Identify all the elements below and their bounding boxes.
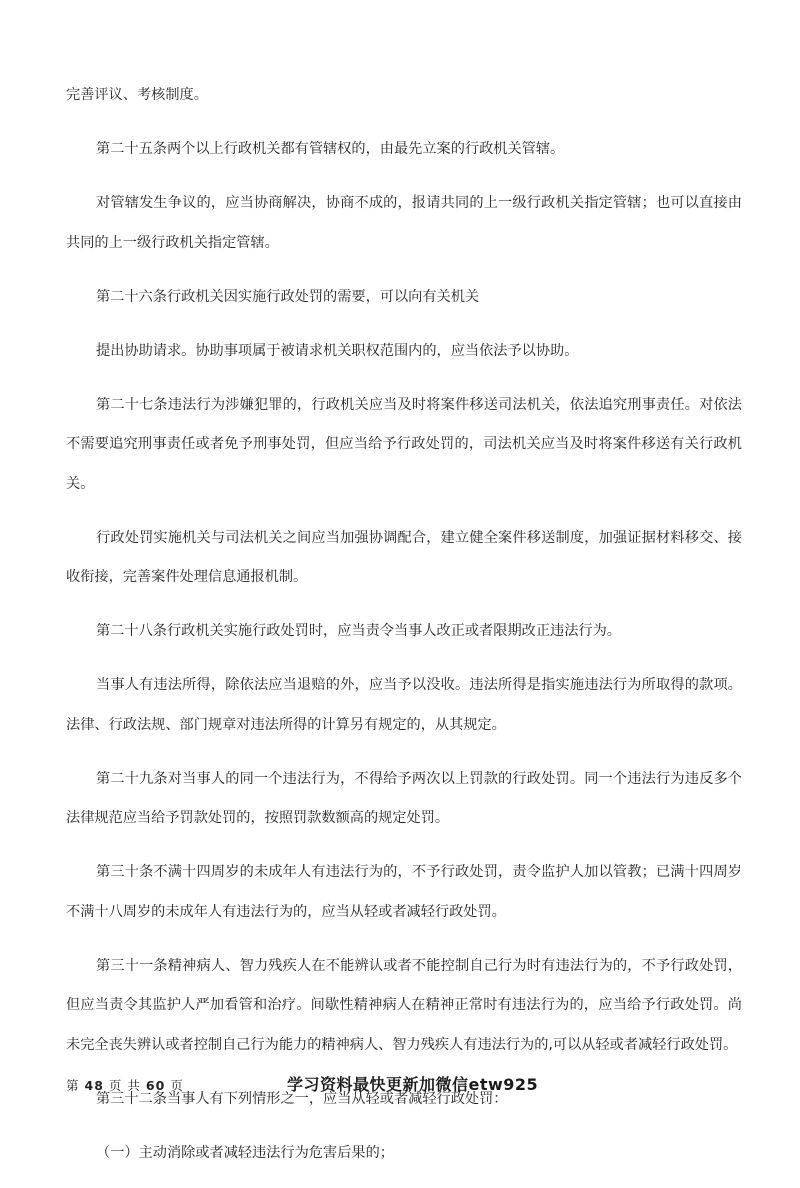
document-body <box>66 76 742 1188</box>
page-number <box>66 1076 184 1094</box>
page-prefix: 第 <box>66 1078 80 1093</box>
page-mid: 页 共 <box>108 1078 141 1093</box>
paragraph-article-29: 第二十九条对当事人的同一个违法行为，不得给予两次以上罚款的行政处罚。同一个违法行为违反多个法律规范应当给予罚款处罚的，按照罚款数额高的规定处罚。 <box>66 770 742 826</box>
footer-note: 学习资料最快更新加微信etw925 <box>287 1075 539 1094</box>
paragraph-coordination: 行政处罚实施机关与司法机关之间应当加强协调配合，建立健全案件移送制度，加强证据材料移交、接收衔接，完善案件处理信息通报机制。 <box>66 529 742 585</box>
page-current: 48 <box>84 1078 104 1093</box>
paragraph-article-26: 第二十六条行政机关因实施行政处罚的需要，可以向有关机关 <box>96 288 480 305</box>
paragraph-article-25: 第二十五条两个以上行政机关都有管辖权的，由最先立案的行政机关管辖。 <box>96 141 565 157</box>
paragraph-article-28: 第二十八条行政机关实施行政处罚时，应当责令当事人改正或者限期改正违法行为。 <box>96 623 621 639</box>
page-suffix: 页 <box>170 1078 184 1093</box>
paragraph-jurisdiction-dispute: 对管辖发生争议的，应当协商解决，协商不成的，报请共同的上一级行政机关指定管辖；也可以直接由共同的上一级行政机关指定管辖。 <box>66 195 742 251</box>
paragraph-article-30: 第三十条不满十四周岁的未成年人有违法行为的，不予行政处罚，责令监护人加以管教；已满十四周岁不满十八周岁的未成年人有违法行为的，应当从轻或者减轻行政处罚。 <box>66 864 742 920</box>
paragraph-article-27: 第二十七条违法行为涉嫌犯罪的，行政机关应当及时将案件移送司法机关，依法追究刑事责任。对依法不需要追究刑事责任或者免予刑事处罚，但应当给予行政处罚的，司法机关应当及时将案件移送有关行政机关。 <box>66 396 742 492</box>
paragraph-article-32: 第三十二条当事人有下列情形之一，应当从轻或者减轻行政处罚： <box>96 1090 508 1107</box>
paragraph-article-31: 第三十一条精神病人、智力残疾人在不能辨认或者不能控制自己行为时有违法行为的，不予行政处罚，但应当责令其监护人严加看管和治疗。间歇性精神病人在精神正常时有违法行为的，应当给予行政处罚。尚未完全丧失辨认或者控制自己行为能力的精神病人、智力残疾人有违法行为的,可以从轻或者减轻行政处罚。 <box>66 957 742 1053</box>
paragraph-item-1: （一）主动消除或者减轻违法行为危害后果的； <box>96 1144 394 1161</box>
paragraph-illegal-gains: 当事人有违法所得，除依法应当退赔的外，应当予以没收。违法所得是指实施违法行为所取得的款项。法律、行政法规、部门规章对违法所得的计算另有规定的，从其规定。 <box>66 677 742 733</box>
paragraph-assistance-request: 提出协助请求。协助事项属于被请求机关职权范围内的，应当依法予以协助。 <box>96 342 579 359</box>
page-total: 60 <box>145 1078 166 1093</box>
paragraph-continuation: 完善评议、考核制度。 <box>66 87 208 103</box>
